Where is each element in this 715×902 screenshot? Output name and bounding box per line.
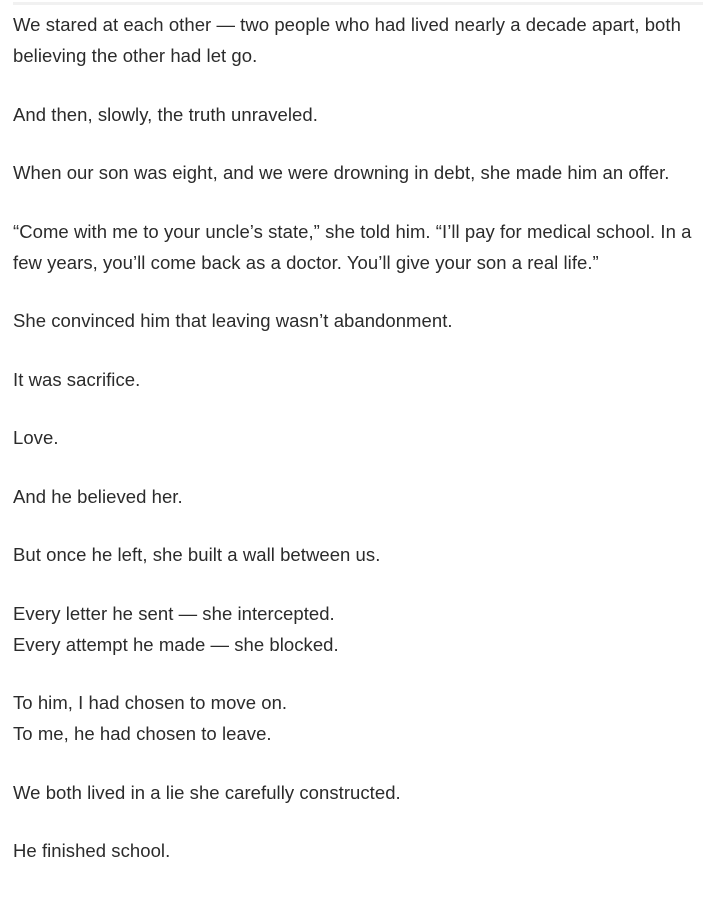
paragraph bbox=[13, 481, 708, 512]
paragraph bbox=[13, 777, 708, 808]
paragraph bbox=[13, 687, 708, 749]
paragraph-line: To me, he had chosen to leave. bbox=[13, 723, 272, 744]
paragraph-text: He finished school. bbox=[13, 840, 171, 861]
paragraph-text: We stared at each other — two people who had lived nearly a decade apart, both believing the other had let go. bbox=[13, 14, 681, 66]
paragraph-text: It was sacrifice. bbox=[13, 368, 141, 390]
paragraph-text: When our son was eight, and we were drowning in debt, she made him an offer. bbox=[13, 162, 670, 183]
paragraph-text: Love. bbox=[13, 427, 59, 448]
paragraph bbox=[13, 216, 708, 278]
paragraph-line: Every attempt he made — she blocked. bbox=[13, 633, 339, 655]
paragraph bbox=[13, 99, 708, 130]
paragraph bbox=[13, 305, 708, 336]
paragraph bbox=[13, 539, 708, 570]
paragraph-text: But once he left, she built a wall between us. bbox=[13, 544, 381, 565]
paragraph bbox=[13, 835, 708, 866]
paragraph-text: And he believed her. bbox=[13, 485, 183, 507]
paragraph-line: Every letter he sent — she intercepted. bbox=[13, 602, 335, 624]
paragraph bbox=[13, 422, 708, 453]
paragraph-line: To him, I had chosen to move on. bbox=[13, 692, 288, 713]
paragraph bbox=[13, 9, 708, 71]
paragraph bbox=[13, 157, 708, 188]
paragraph bbox=[13, 364, 708, 395]
paragraph-text: She convinced him that leaving wasn’t abandonment. bbox=[13, 310, 453, 331]
top-divider bbox=[13, 2, 703, 5]
article-body bbox=[13, 9, 708, 894]
paragraph bbox=[13, 598, 708, 660]
paragraph-text: And then, slowly, the truth unraveled. bbox=[13, 103, 318, 125]
paragraph-text: “Come with me to your uncle’s state,” she told him. “I’ll pay for medical school. In a few years, you’ll come back as a doctor. You’ll give your son a real life.” bbox=[13, 220, 692, 273]
paragraph-text: We both lived in a lie she carefully constructed. bbox=[13, 781, 401, 803]
